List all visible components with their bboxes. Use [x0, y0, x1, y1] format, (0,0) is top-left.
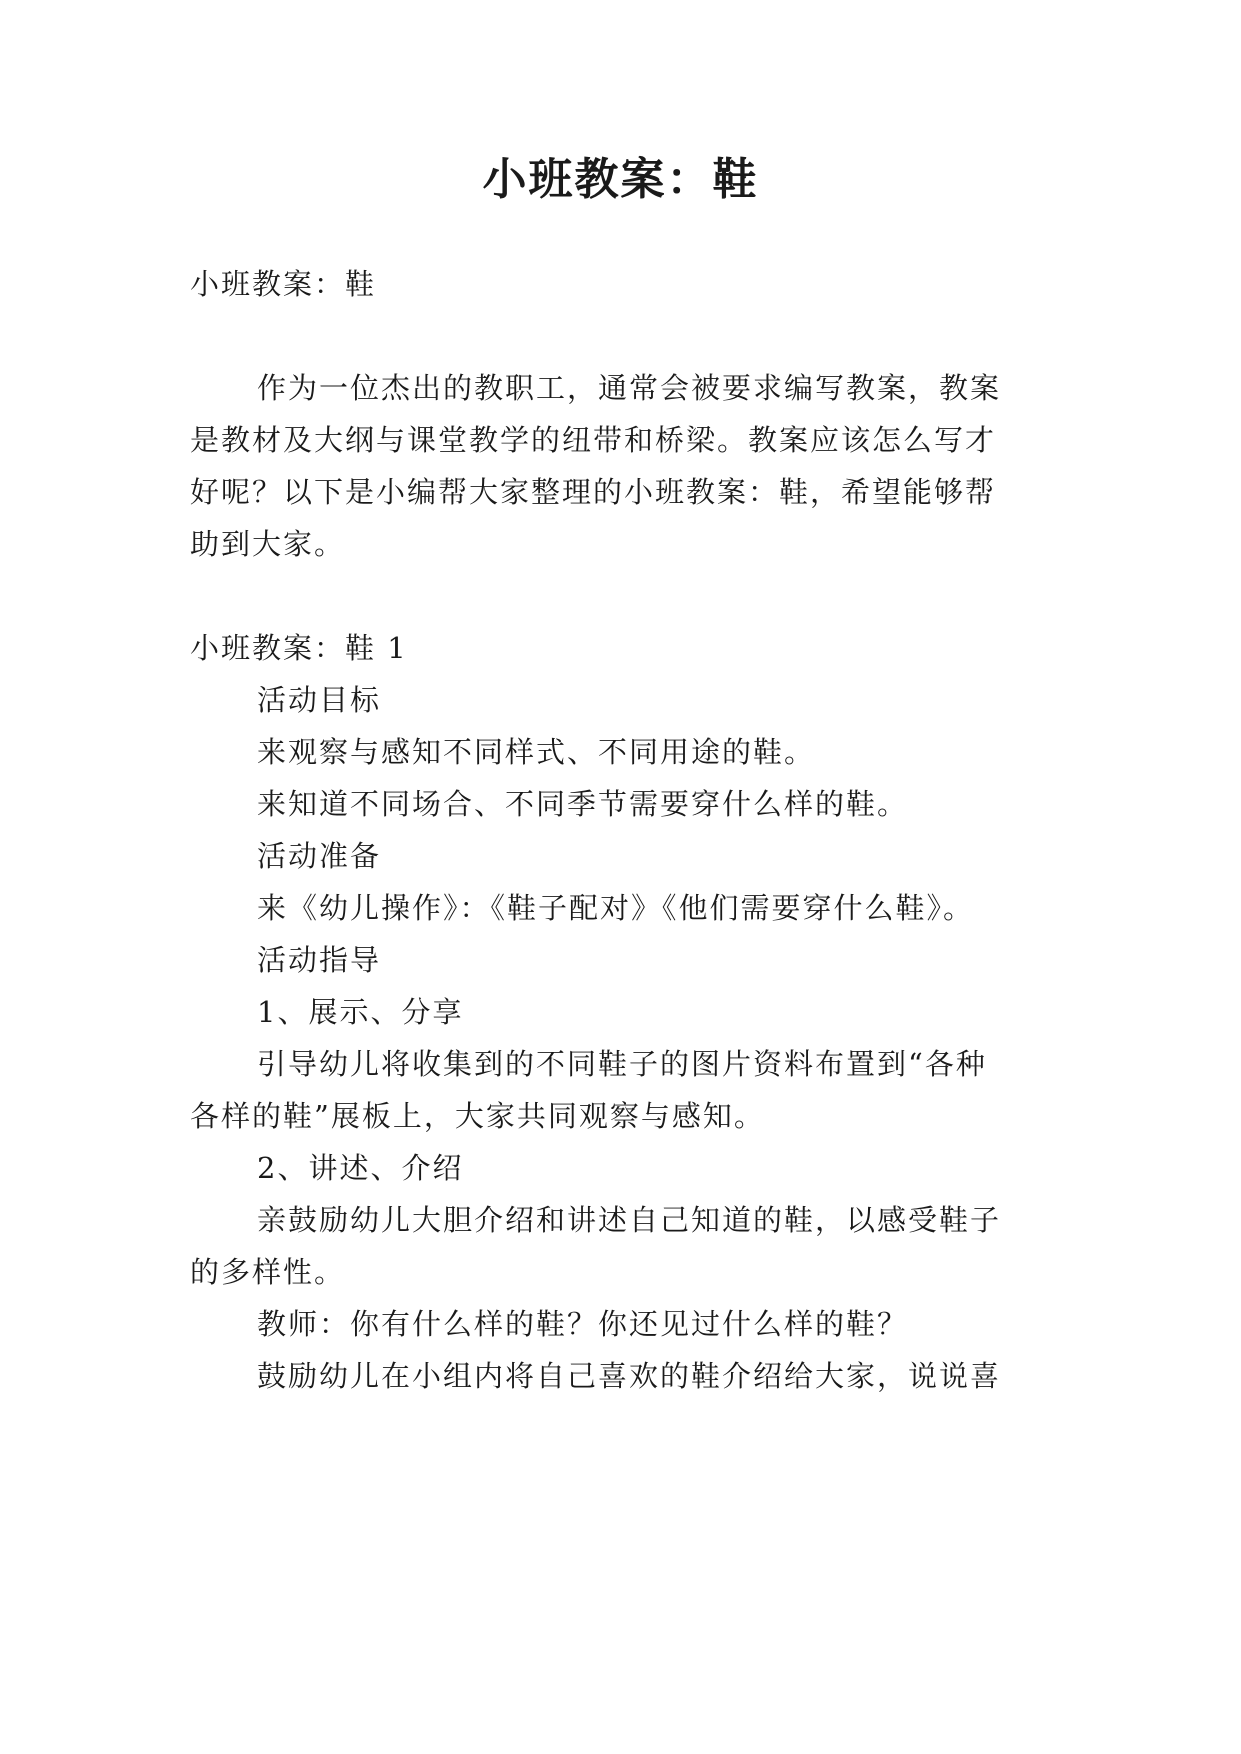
- prep-item: 来《幼儿操作》：《鞋子配对》《他们需要穿什么鞋》。: [257, 891, 975, 925]
- subtitle-line: 小班教案：鞋: [190, 267, 377, 301]
- goal-heading: 活动目标: [257, 683, 382, 717]
- goal-item: 来观察与感知不同样式、不同用途的鞋。: [257, 735, 816, 769]
- intro-paragraph-line: 好呢？以下是小编帮大家整理的小班教案：鞋，希望能够帮: [190, 475, 997, 509]
- step-paragraph-line: 亲鼓励幼儿大胆介绍和讲述自己知道的鞋，以感受鞋子: [257, 1203, 1002, 1237]
- step-paragraph-line: 鼓励幼儿在小组内将自己喜欢的鞋介绍给大家，说说喜: [257, 1359, 1002, 1393]
- document-title: 小班教案：鞋: [482, 154, 759, 205]
- prep-heading: 活动准备: [257, 839, 382, 873]
- teacher-question-line: 教师：你有什么样的鞋？你还见过什么样的鞋？: [257, 1307, 909, 1341]
- guide-heading: 活动指导: [257, 943, 382, 977]
- step-paragraph-line: 的多样性。: [190, 1255, 346, 1289]
- section-heading: 小班教案：鞋 1: [190, 631, 408, 665]
- step-heading: 1、展示、分享: [257, 995, 464, 1029]
- intro-paragraph-line: 助到大家。: [190, 527, 346, 561]
- intro-paragraph-line: 作为一位杰出的教职工，通常会被要求编写教案，教案: [257, 371, 1002, 405]
- step-paragraph-line: 各样的鞋”展板上，大家共同观察与感知。: [190, 1099, 765, 1133]
- step-heading: 2、讲述、介绍: [257, 1151, 464, 1185]
- step-paragraph-line: 引导幼儿将收集到的不同鞋子的图片资料布置到“各种: [257, 1047, 987, 1081]
- goal-item: 来知道不同场合、不同季节需要穿什么样的鞋。: [257, 787, 909, 821]
- intro-paragraph-line: 是教材及大纲与课堂教学的纽带和桥梁。教案应该怎么写才: [190, 423, 997, 457]
